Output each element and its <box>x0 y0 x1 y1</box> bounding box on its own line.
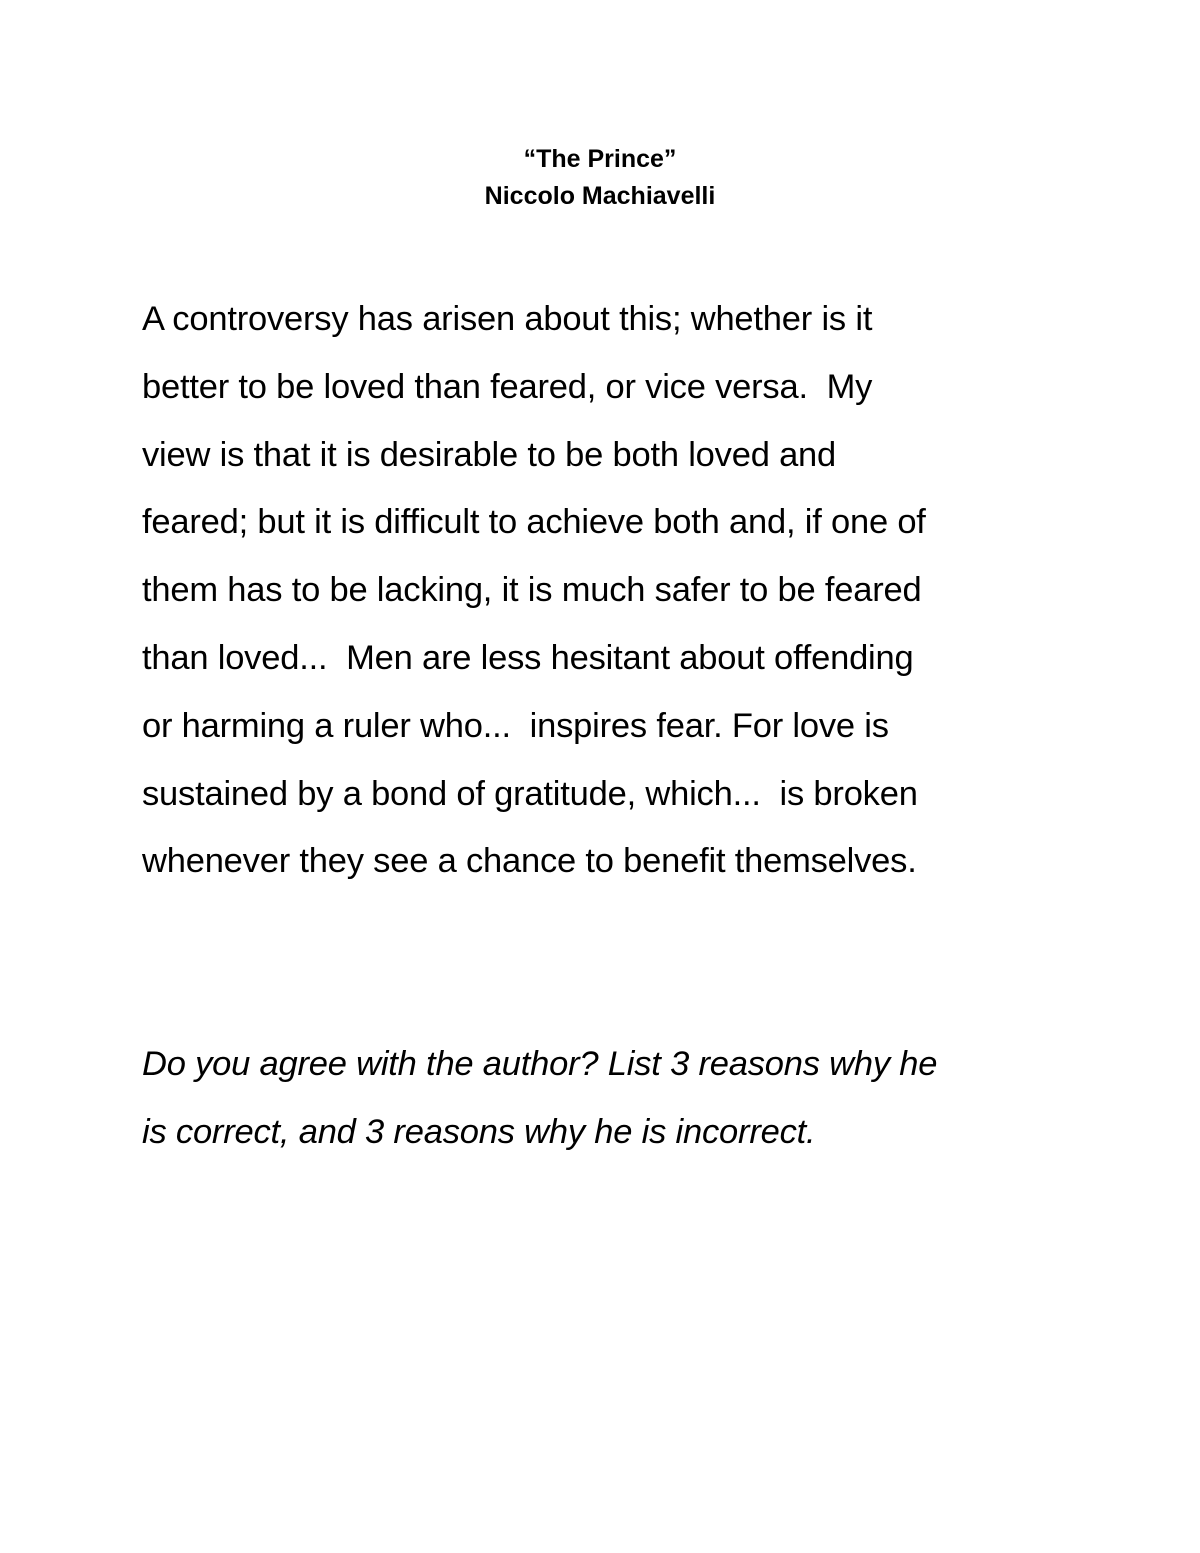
passage-line: view is that it is desirable to be both loved and <box>142 435 837 474</box>
passage-line: or harming a ruler who... inspires fear. For love is <box>142 706 889 745</box>
question-line: is correct, and 3 reasons why he is incorrect. <box>142 1112 816 1151</box>
discussion-question <box>142 1031 1102 1167</box>
passage-line: feared; but it is difficult to achieve both and, if one of <box>142 503 926 542</box>
question-line: Do you agree with the author? List 3 reasons why he <box>142 1045 938 1083</box>
title-block <box>0 141 1200 215</box>
passage-line: A controversy has arisen about this; whether is it <box>142 300 873 338</box>
passage-line: whenever they see a chance to benefit themselves. <box>142 842 917 881</box>
passage-paragraph <box>142 286 1102 896</box>
passage-line: better to be loved than feared, or vice versa. My <box>142 367 873 406</box>
passage-line: them has to be lacking, it is much safer to be feared <box>142 571 922 610</box>
passage-line: than loved... Men are less hesitant about offending <box>142 638 914 677</box>
document-author: Niccolo Machiavelli <box>484 182 716 210</box>
document-title: “The Prince” <box>523 145 677 173</box>
passage-line: sustained by a bond of gratitude, which... is broken <box>142 774 918 813</box>
